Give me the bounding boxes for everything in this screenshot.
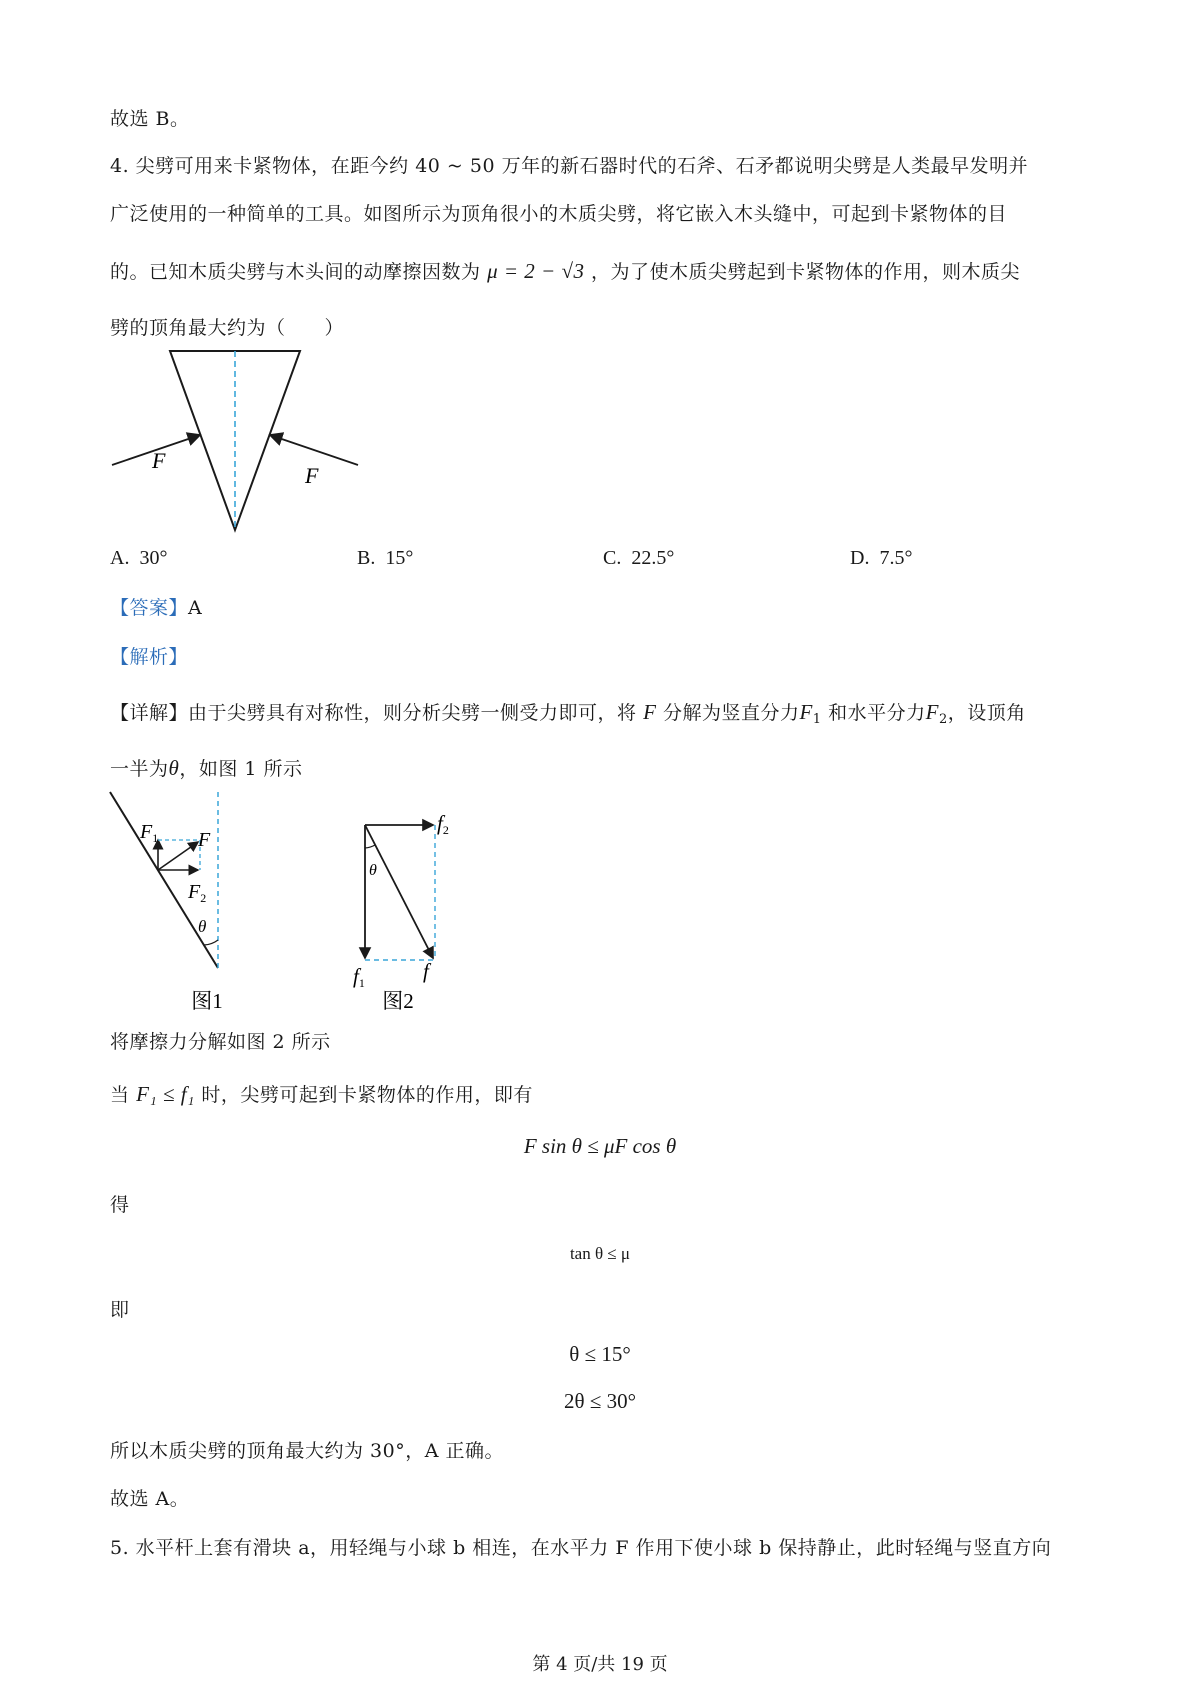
fig1-f1-label: $F_1$ xyxy=(140,821,159,845)
option-a: A. 30° xyxy=(110,547,168,569)
figure-1 xyxy=(100,790,240,1015)
q4-line-2: 广泛使用的一种简单的工具。如图所示为顶角很小的木质尖劈，将它嵌入木头缝中，可起到卡紧物体的目 xyxy=(110,203,1008,225)
option-c: C. 22.5° xyxy=(603,547,675,569)
analysis-tag: 【解析】 xyxy=(110,646,189,668)
ji-text: 即 xyxy=(110,1299,130,1321)
fig2-f1-label: f1 xyxy=(353,964,365,990)
force-arrow-right xyxy=(270,435,358,465)
fig1-f-label: F xyxy=(198,829,211,851)
condition-line: 当 F₁ ≤ f₁ 时，尖劈可起到卡紧物体的作用，即有 xyxy=(110,1082,533,1106)
q4-line-3 xyxy=(110,257,1020,284)
f-arrow xyxy=(365,825,433,958)
q4-line-4: 劈的顶角最大约为（ ） xyxy=(110,317,345,339)
choose-answer: 故选 A。 xyxy=(110,1488,190,1510)
text-figure-2: 将摩擦力分解如图 2 所示 xyxy=(110,1031,331,1053)
fig2-f2-label: f2 xyxy=(437,811,449,837)
wedge-side-line xyxy=(110,792,218,968)
detail-line-2: 一半为θ，如图 1 所示 xyxy=(110,756,303,780)
detail-line-1: 【详解】由于尖劈具有对称性，则分析尖劈一侧受力即可，将 F 分解为竖直分力$F_1$ 和水平分力$F_2$，设顶角 xyxy=(110,700,1026,727)
previous-conclusion: 故选 B。 xyxy=(110,108,190,130)
answer-value: A xyxy=(188,597,203,619)
equation-2: tan θ ≤ μ xyxy=(569,1244,631,1263)
fig2-f-label: f xyxy=(423,959,429,983)
page-footer: 第 4 页/共 19 页 xyxy=(532,1654,668,1675)
wedge-figure xyxy=(100,345,370,535)
de-text: 得 xyxy=(110,1194,130,1216)
f-arrow xyxy=(158,842,198,870)
force-label-left: F xyxy=(152,448,166,473)
fig1-f2-label: $F_2$ xyxy=(188,881,207,905)
answer-line xyxy=(110,593,202,620)
mu-expression: μ = 2 − √3 xyxy=(487,259,585,283)
option-b: B. 15° xyxy=(357,547,414,569)
equation-1: F sin θ ≤ μF cos θ xyxy=(523,1134,677,1158)
theta-arc xyxy=(204,940,218,945)
fig2-theta-label: θ xyxy=(369,862,377,879)
option-d: D. 7.5° xyxy=(850,547,913,569)
q4-line-3-text-b: ，为了使木质尖劈起到卡紧物体的作用，则木质尖 xyxy=(591,261,1021,283)
fig2-caption: 图2 xyxy=(382,989,414,1013)
equation-3: θ ≤ 15° xyxy=(569,1342,631,1366)
conclusion: 所以木质尖劈的顶角最大约为 30°，A 正确。 xyxy=(110,1440,504,1462)
q4-line-3-text-a: 的。已知木质尖劈与木头间的动摩擦因数为 xyxy=(110,261,481,283)
figure-2 xyxy=(325,800,475,1015)
q4-line-1: 4. 尖劈可用来卡紧物体，在距今约 40 ~ 50 万年的新石器时代的石斧、石矛都说明尖劈是人类最早发明并 xyxy=(110,155,1029,177)
detail-tag: 【详解】 xyxy=(110,702,189,724)
force-label-right: F xyxy=(305,463,319,488)
answer-tag: 【答案】 xyxy=(110,597,189,619)
theta-arc xyxy=(365,845,375,848)
q5-line-1: 5. 水平杆上套有滑块 a，用轻绳与小球 b 相连，在水平力 F 作用下使小球 b 保持静止，此时轻绳与竖直方向 xyxy=(110,1537,1052,1559)
fig1-caption: 图1 xyxy=(191,989,223,1013)
equation-4: 2θ ≤ 30° xyxy=(564,1389,636,1413)
fig1-theta-label: θ xyxy=(198,917,207,936)
